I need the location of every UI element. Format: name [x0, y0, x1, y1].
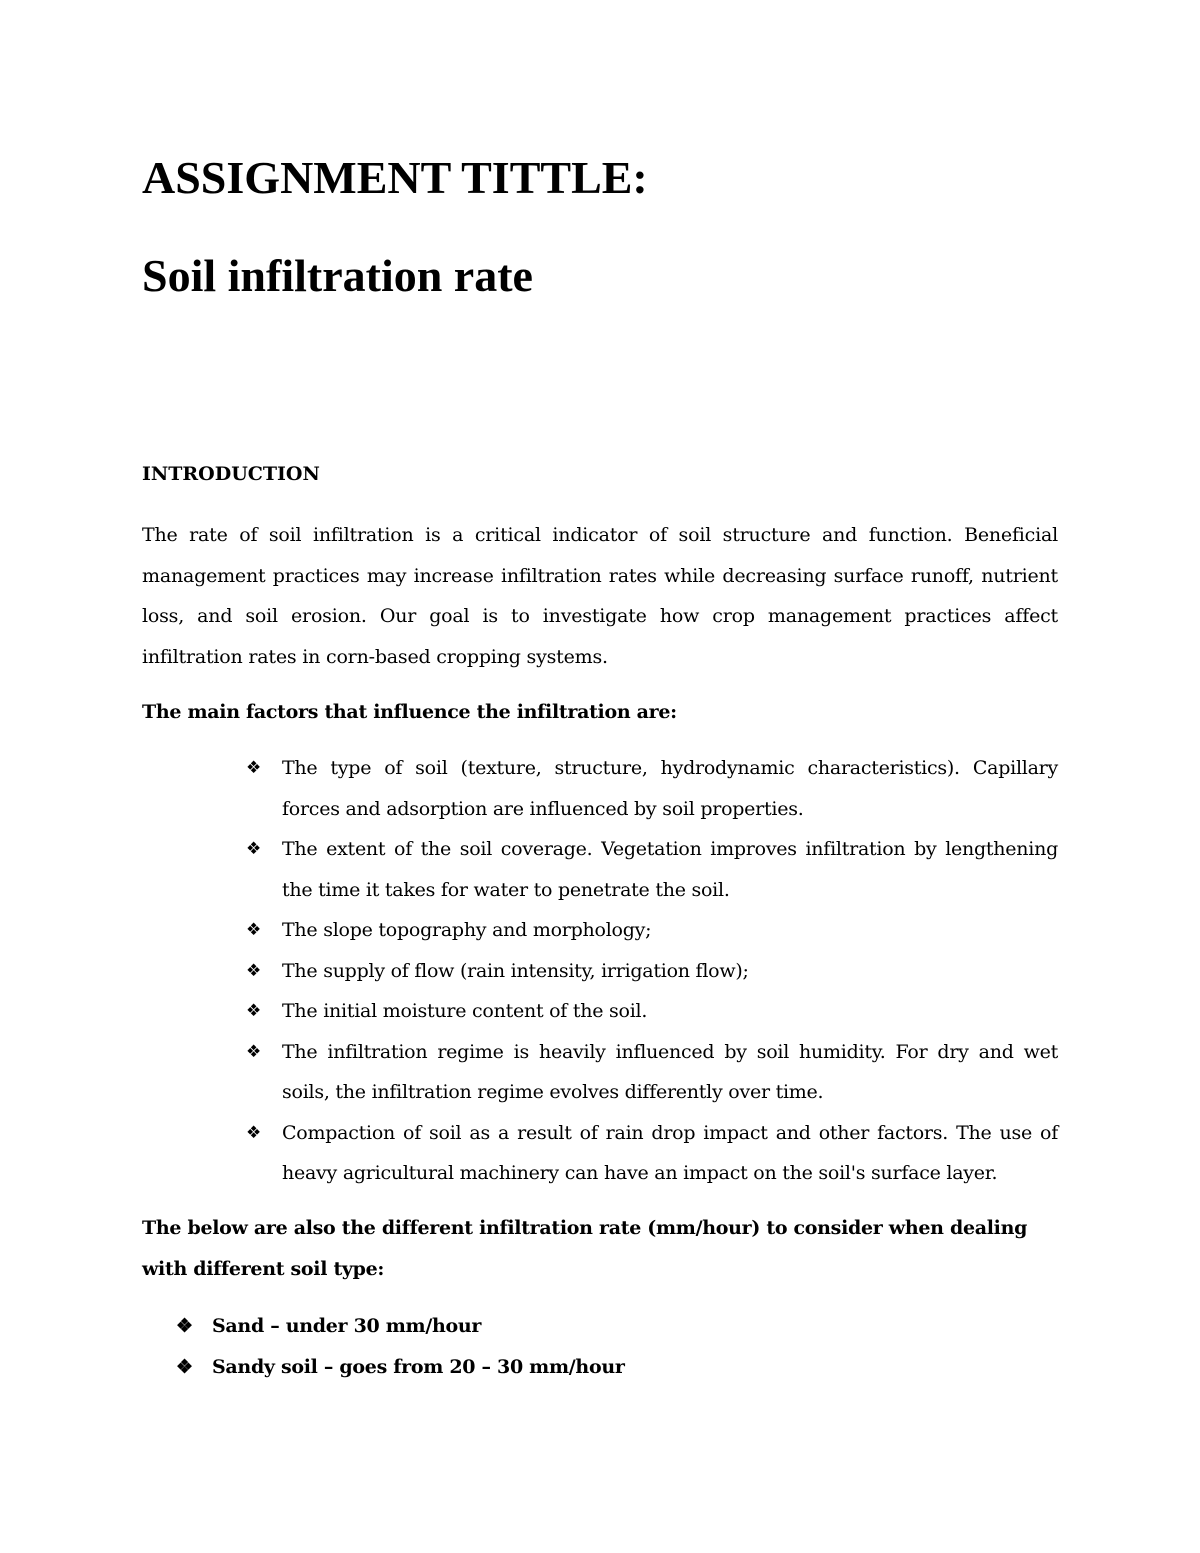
list-item: [176, 1347, 625, 1388]
list-item: [246, 829, 1058, 910]
list-item: [246, 991, 1058, 1032]
diamond-bullet-icon: ❖: [246, 960, 261, 981]
diamond-bullet-icon: ❖: [176, 1355, 193, 1378]
diamond-bullet-icon: ❖: [176, 1315, 193, 1337]
list-item-text: The slope topography and morphology;: [282, 919, 652, 941]
list-item: [246, 748, 1058, 829]
list-item-text: Sandy soil – goes from 20 – 30 mm/hour: [212, 1355, 625, 1378]
assignment-title: Soil infiltration rate: [142, 250, 533, 301]
infiltration-rates-heading: The below are also the different infiltration rate (mm/hour) to consider when dealing with different soil type:: [142, 1217, 1028, 1280]
list-item: [246, 951, 1058, 992]
list-item-text: The supply of flow (rain intensity, irrigation flow);: [282, 959, 749, 982]
diamond-bullet-icon: ❖: [246, 1122, 261, 1143]
introduction-paragraph: The rate of soil infiltration is a critical indicator of soil structure and function. Beneficial management practices may increase infiltration rates while decreasing surface runoff, nutrient loss, and soil erosion. Our goal is to investigate how crop management practices affect infiltration rates in corn-based cropping systems.: [142, 524, 1058, 668]
list-item: [246, 910, 1058, 951]
list-item-text: Compaction of soil as a result of rain drop impact and other factors. The use of heavy agricultural machinery can have an impact on the soil's surface layer.: [282, 1121, 1058, 1184]
introduction-heading: INTRODUCTION: [142, 463, 320, 485]
list-item: [176, 1306, 625, 1347]
list-item-text: The infiltration regime is heavily influenced by soil humidity. For dry and wet soils, the infiltration regime evolves differently over time.: [282, 1040, 1058, 1103]
list-item-text: The type of soil (texture, structure, hydrodynamic characteristics). Capillary forces and adsorption are influenced by soil properties.: [282, 757, 1058, 820]
diamond-bullet-icon: ❖: [246, 758, 261, 778]
soil-rates-list: [176, 1306, 625, 1387]
diamond-bullet-icon: ❖: [246, 1001, 261, 1021]
factors-heading: The main factors that influence the infiltration are:: [142, 701, 677, 723]
diamond-bullet-icon: ❖: [246, 1041, 261, 1062]
assignment-title-label: ASSIGNMENT TITTLE:: [142, 152, 648, 203]
factors-list: [246, 748, 1058, 1194]
list-item-text: Sand – under 30 mm/hour: [212, 1315, 482, 1337]
diamond-bullet-icon: ❖: [246, 839, 261, 859]
list-item-text: The initial moisture content of the soil.: [282, 1000, 648, 1022]
list-item: [246, 1113, 1058, 1194]
diamond-bullet-icon: ❖: [246, 920, 261, 940]
list-item-text: The extent of the soil coverage. Vegetation improves infiltration by lengthening the time it takes for water to penetrate the soil.: [282, 838, 1058, 901]
list-item: [246, 1032, 1058, 1113]
